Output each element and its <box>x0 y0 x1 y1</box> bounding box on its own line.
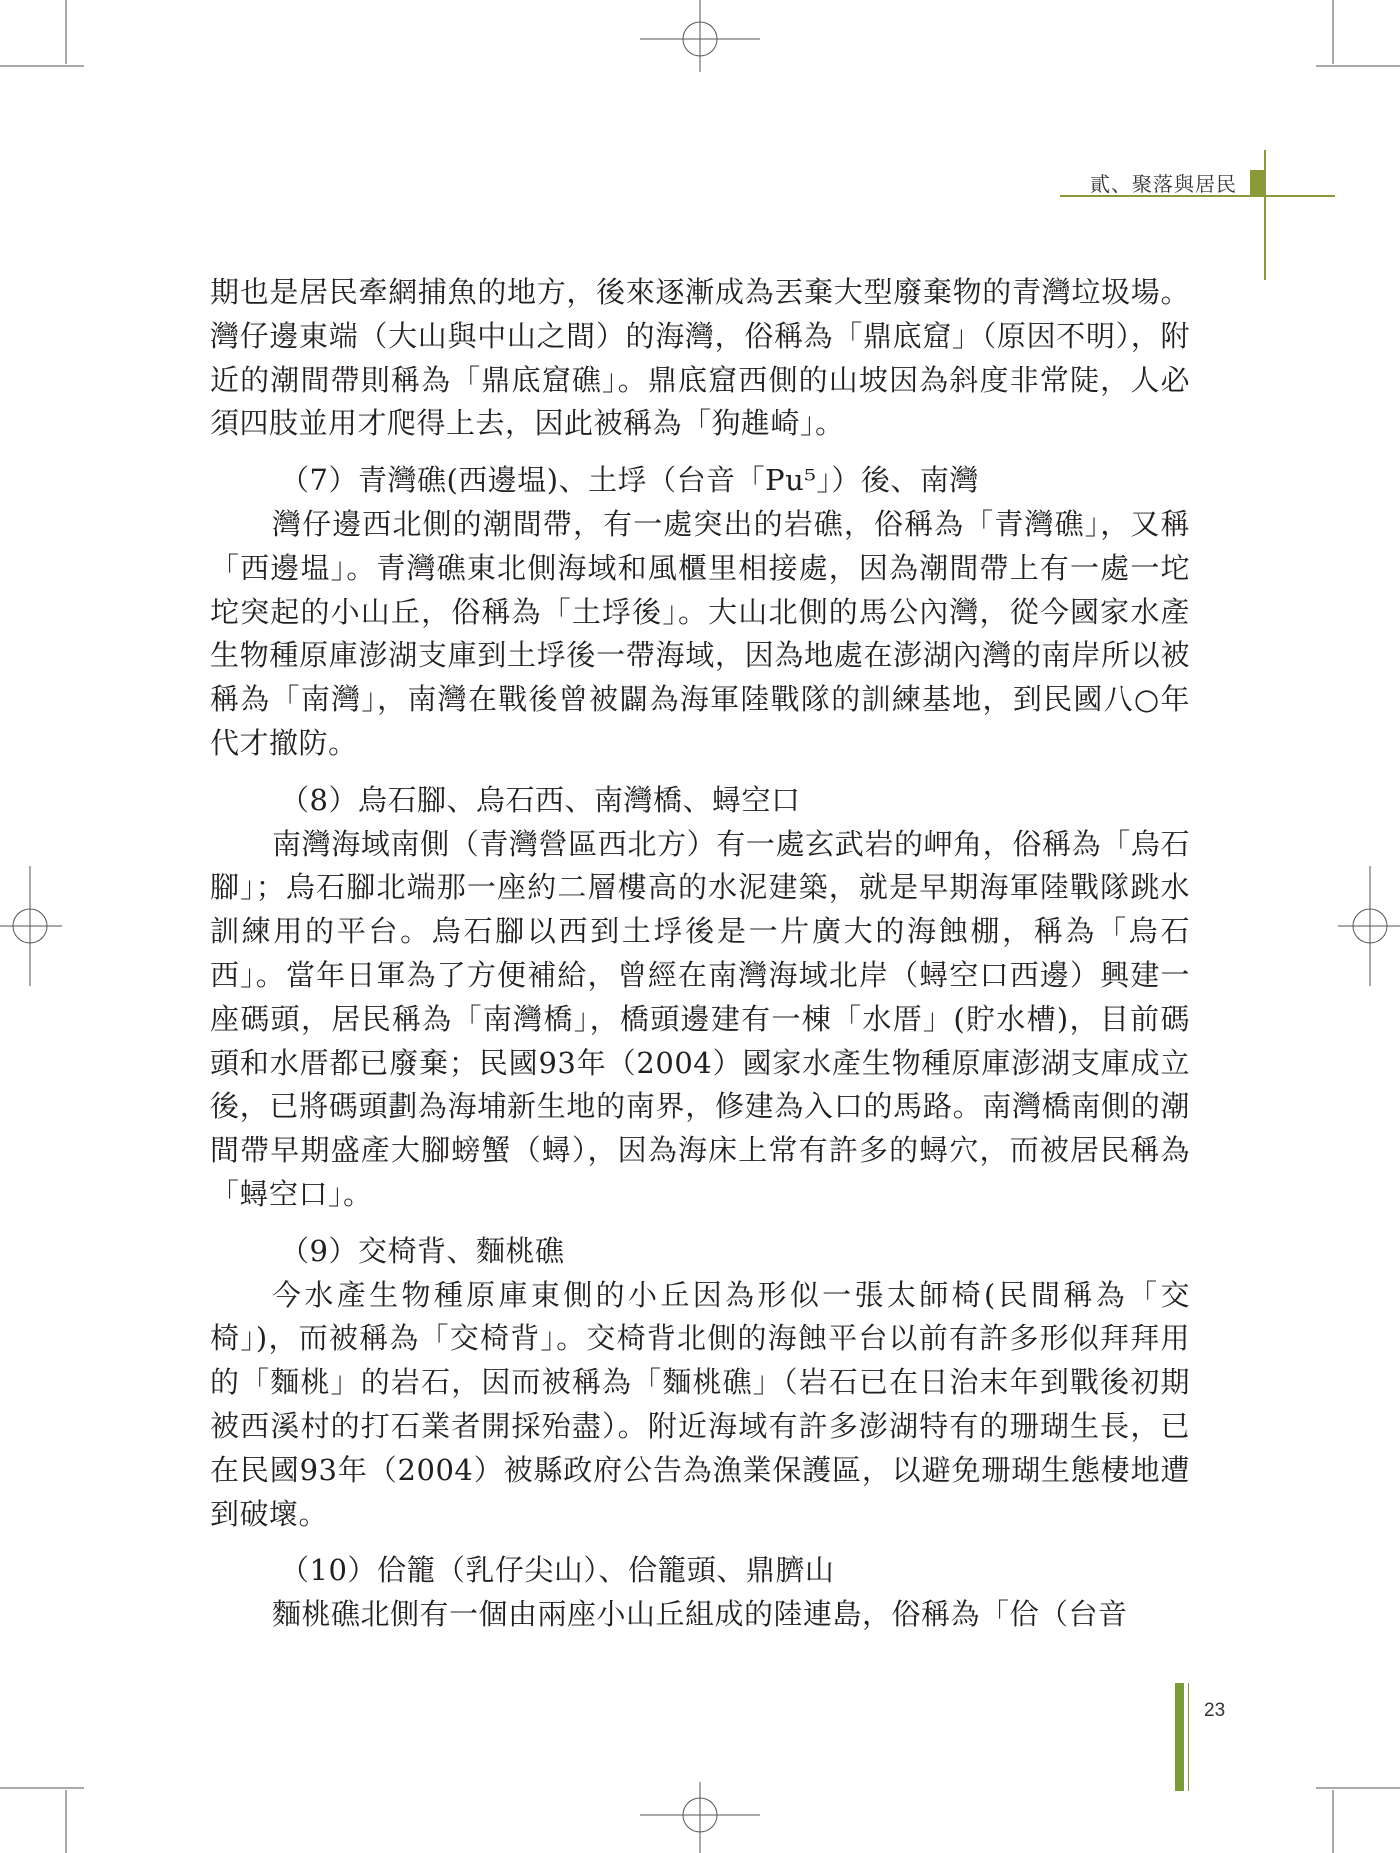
section-10-paragraph: 麵桃礁北側有一個由兩座小山丘組成的陸連島，俗稱為「佮（台音 <box>272 1597 1128 1632</box>
header-accent-block <box>1250 170 1264 196</box>
section-8-paragraph: 南灣海域南側（青灣營區西北方）有一處玄武岩的岬角，俗稱為「烏石腳」；烏石腳北端那一座約二層樓高的水泥建築，就是早期海軍陸戰隊跳水訓練用的平台。烏石腳以西到土垺後是一片廣大的海蝕棚，稱為「烏石西」。當年日軍為了方便補給，曾經在南灣海域北岸（蟳空口西邊）興建一座碼頭，居民稱為「南灣橋」，橋頭邊建有一棟「水厝」(貯水槽)，目前碼頭和水厝都已廢棄；民國93年（2004）國家水產生物種原庫澎湖支庫成立後，已將碼頭劃為海埔新生地的南界，修建為入口的馬路。南灣橋南側的潮間帶早期盛產大腳螃蟹（蟳），因為海床上常有許多的蟳穴，而被居民稱為「蟳空口」。 <box>210 826 1190 1211</box>
section-8-heading: （8）烏石腳、烏石西、南灣橋、蟳空口 <box>280 782 801 817</box>
section-7-heading: （7）青灣礁(西邊塭)、土垺（台音「Pu⁵」）後、南灣 <box>280 463 979 498</box>
intro-paragraph: 期也是居民牽網捕魚的地方，後來逐漸成為丟棄大型廢棄物的青灣垃圾場。灣仔邊東端（大山與中山之間）的海灣，俗稱為「鼎底窟」（原因不明），附近的潮間帶則稱為「鼎底窟礁」。鼎底窟西側的山坡因為斜度非常陡，人必須四肢並用才爬得上去，因此被稱為「狗趡崎」。 <box>210 275 1190 441</box>
main-text-body <box>210 271 1190 1637</box>
section-9-paragraph: 今水產生物種原庫東側的小丘因為形似一張太師椅(民間稱為「交椅」)，而被稱為「交椅背」。交椅背北側的海蝕平台以前有許多形似拜拜用的「麵桃」的岩石，因而被稱為「麵桃礁」（岩石已在日治末年到戰後初期被西溪村的打石業者開採殆盡）。附近海域有許多澎湖特有的珊瑚生長，已在民國93年（2004）被縣政府公告為漁業保護區，以避免珊瑚生態棲地遭到破壞。 <box>210 1277 1190 1531</box>
section-10-heading: （10）佮籠（乳仔尖山）、佮籠頭、鼎臍山 <box>280 1553 835 1588</box>
running-header-chapter-title: 貳、聚落與居民 <box>1090 172 1237 196</box>
page-number-accent-line <box>1188 1683 1189 1791</box>
page-number: 23 <box>1204 1700 1226 1721</box>
page-number-accent-bar <box>1175 1683 1184 1791</box>
section-9-heading: （9）交椅背、麵桃礁 <box>280 1233 565 1268</box>
section-7-paragraph: 灣仔邊西北側的潮間帶，有一處突出的岩礁，俗稱為「青灣礁」，又稱「西邊塭」。青灣礁東北側海域和風櫃里相接處，因為潮間帶上有一處一坨坨突起的小山丘，俗稱為「土垺後」。大山北側的馬公內灣，從今國家水產生物種原庫澎湖支庫到土垺後一帶海域，因為地處在澎湖內灣的南岸所以被稱為「南灣」，南灣在戰後曾被闢為海軍陸戰隊的訓練基地，到民國八○年代才撤防。 <box>210 506 1190 760</box>
